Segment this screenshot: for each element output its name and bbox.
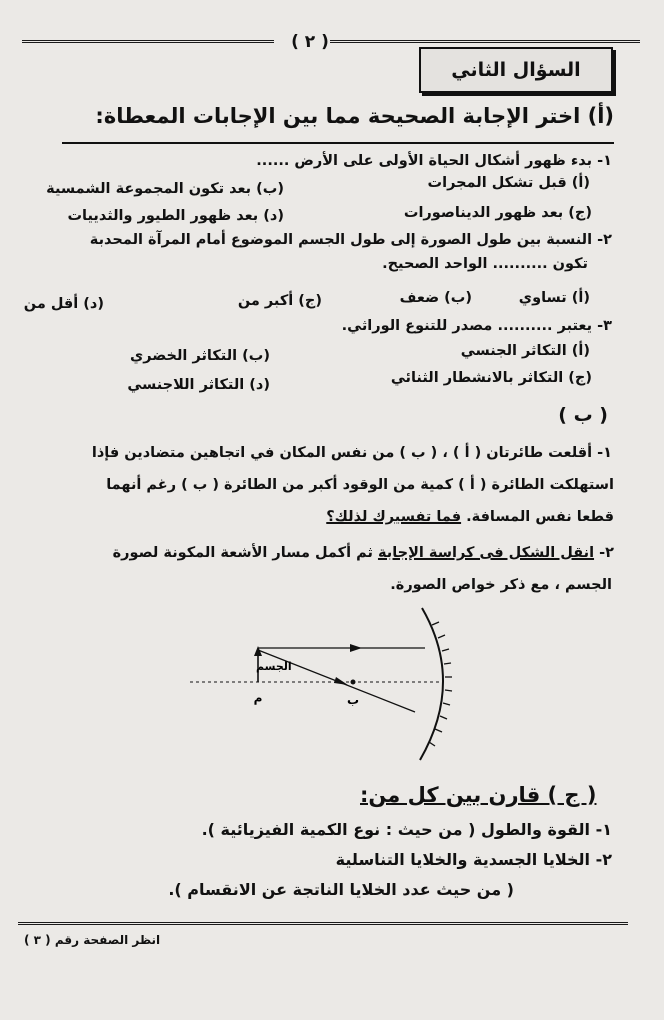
q1-option-d: (د) بعد ظهور الطيور والثدييات <box>67 208 284 224</box>
question-title: السؤال الثاني <box>451 59 581 81</box>
section-c-heading-text: ( ج ) قارن بين كل من: <box>360 783 597 807</box>
q3-option-b: (ب) التكاثر الخضري <box>129 348 270 364</box>
section-b-heading: ( ب ) <box>558 404 608 426</box>
section-c-heading <box>360 783 596 807</box>
b-q2-rest: ثم أكمل مسار الأشعة المكونة لصورة <box>112 545 373 561</box>
q3-option-d: (د) التكاثر اللاجنسي <box>127 377 270 393</box>
incident-ray-parallel <box>258 644 425 652</box>
q2-option-c: (ج) أكبر من <box>237 293 322 309</box>
header-rule-left <box>22 40 274 43</box>
focus-point <box>351 680 356 685</box>
q1-option-b: (ب) بعد تكون المجموعة الشمسية <box>46 181 284 197</box>
point-m-label: م <box>253 691 263 705</box>
mirror-surface <box>420 608 452 760</box>
q3-option-a: (أ) التكاثر الجنسي <box>460 343 590 359</box>
b-q1-line2: استهلكت الطائرة ( أ ) كمية من الوقود أكبر من الطائرة ( ب ) رغم أنهما <box>106 477 614 493</box>
page-number: ( ٢ ) <box>291 32 329 52</box>
q3-option-c: (ج) التكاثر بالانشطار الثنائي <box>390 370 592 386</box>
q1-option-c: (ج) بعد ظهور الديناصورات <box>403 205 592 221</box>
q2-option-b: (ب) ضعف <box>399 290 472 306</box>
q2-option-d: (د) أقل من <box>23 296 104 312</box>
b-q1-line3-text: قطعا نفس المسافة. <box>466 509 614 525</box>
c-item-1: ١- القوة والطول ( من حيث : نوع الكمية الفيزيائية ). <box>201 820 612 839</box>
q2-stem-line2: تكون .......... الواحد الصحيح. <box>382 256 588 272</box>
section-a-underline <box>62 142 614 144</box>
question-title-box <box>419 47 613 93</box>
object-label: الجسم <box>256 660 292 673</box>
c-item-2-note: ( من حيث عدد الخلايا الناتجة عن الانقسام ). <box>168 880 514 899</box>
b-q2-line1 <box>113 545 614 561</box>
b-q1-question: فما تفسيرك لذلك؟ <box>326 509 462 525</box>
b-q2-line2: الجسم ، مع ذكر خواص الصورة. <box>390 577 612 593</box>
q3-stem: ٣- يعتبر .......... مصدر للتنوع الوراثي. <box>341 318 612 334</box>
header-rule-right <box>330 40 640 43</box>
b-q2-number: ٢- <box>599 545 614 561</box>
q1-option-a: (أ) قبل تشكل المجرات <box>427 175 590 191</box>
b-q1-line1: ١- أقلعت طائرتان ( أ ) ، ( ب ) من نفس المكان في اتجاهين متضادين فإذا <box>91 445 612 461</box>
point-b-label: ب <box>346 693 360 707</box>
b-q2-instruction: انقل الشكل فى كراسة الإجابة <box>377 545 595 561</box>
section-a-heading: (أ) اختر الإجابة الصحيحة مما بين الإجابات المعطاة: <box>95 104 614 128</box>
c-item-2: ٢- الخلايا الجسدية والخلايا التناسلية <box>335 850 612 869</box>
footer-next-page: انظر الصفحة رقم ( ٣ ) <box>24 933 161 947</box>
q1-stem: ١- بدء ظهور أشكال الحياة الأولى على الأرض ...... <box>256 153 612 169</box>
q2-stem-line1: ٢- النسبة بين طول الصورة إلى طول الجسم الموضوع أمام المرآة المحدبة <box>89 232 612 248</box>
b-q1-line3 <box>326 509 614 525</box>
q2-option-a: (أ) تساوي <box>518 290 590 306</box>
footer-rule <box>18 922 628 925</box>
convex-mirror-diagram <box>190 600 480 770</box>
